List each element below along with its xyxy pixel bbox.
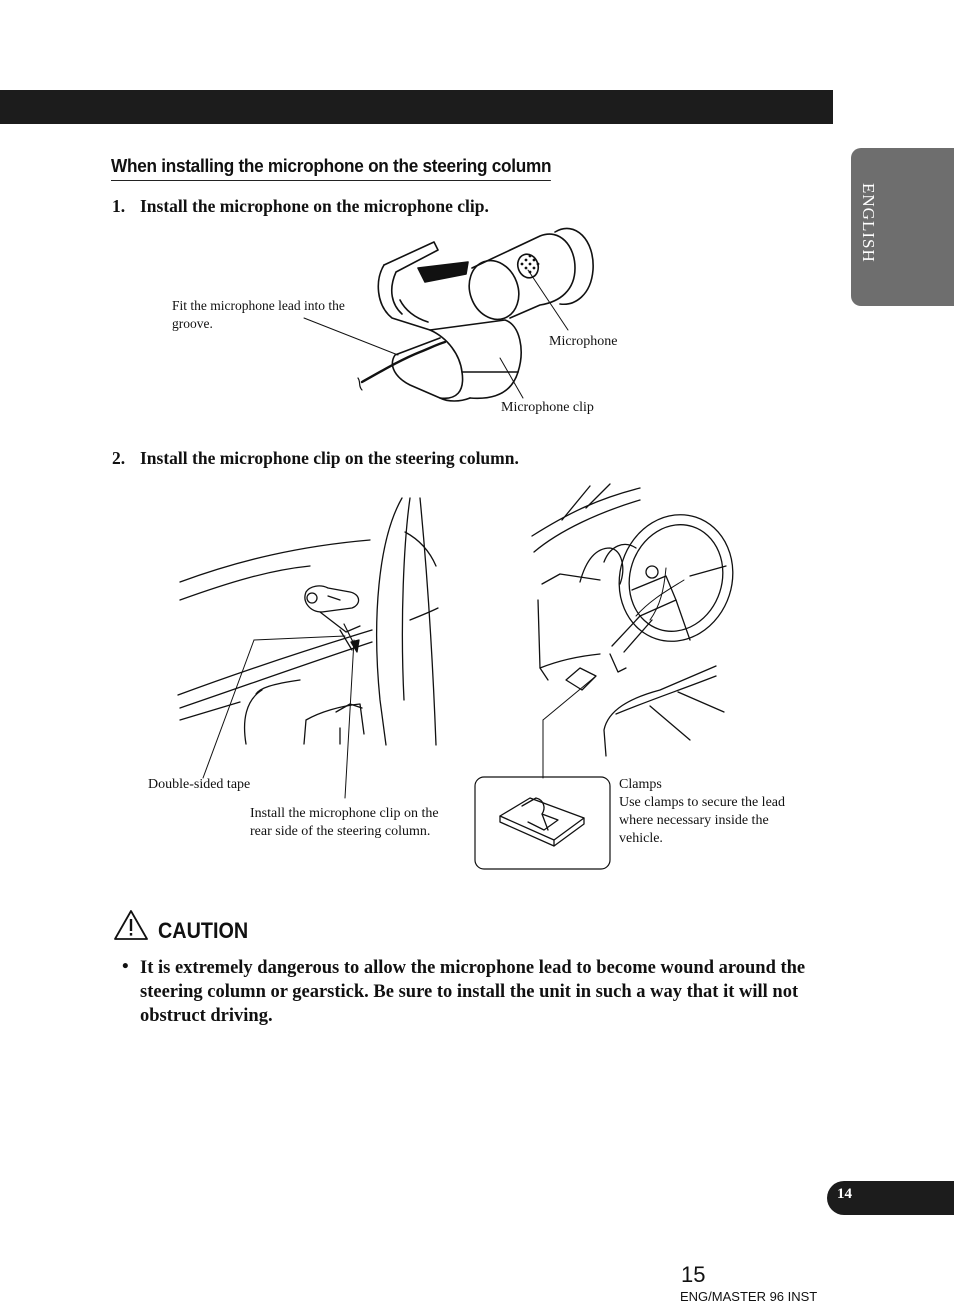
page-tab-number: 14 [837, 1186, 852, 1202]
caution-text: It is extremely dangerous to allow the microphone lead to become wound around the steering column or gearstick. Be sure to install the unit in such a way that it will not obstruct driving. [140, 958, 806, 1026]
label-double-sided-tape: Double-sided tape [148, 777, 251, 792]
label-clamps-title: Clamps [619, 777, 662, 792]
warning-triangle-icon [113, 909, 153, 941]
caution-title: CAUTION [158, 918, 249, 943]
label-clamps-text: Use clamps to secure the lead where necessary inside the vehicle. [619, 795, 785, 846]
section-heading: When installing the microphone on the steering column [111, 155, 551, 181]
label-microphone: Microphone [549, 334, 618, 349]
page-number: 15 [681, 1262, 706, 1287]
caution-bullet: • [122, 956, 129, 977]
step-2-text: Install the microphone clip on the steering column. [140, 448, 519, 468]
vehicle-interior-illustration [532, 484, 749, 778]
clamp-inset [475, 777, 610, 869]
steering-column-closeup [178, 498, 438, 798]
label-microphone-clip: Microphone clip [501, 400, 594, 415]
step-1-number: 1. [112, 196, 126, 216]
label-lead-groove: Fit the microphone lead into the groove. [172, 298, 345, 331]
step-1-text: Install the microphone on the microphone clip. [140, 196, 489, 216]
step-2-number: 2. [112, 448, 126, 468]
label-install-rear: Install the microphone clip on the rear side of the steering column. [250, 806, 439, 839]
language-tab-label: ENGLISH [859, 183, 878, 263]
footer-code: ENG/MASTER 96 INST [680, 1289, 818, 1304]
